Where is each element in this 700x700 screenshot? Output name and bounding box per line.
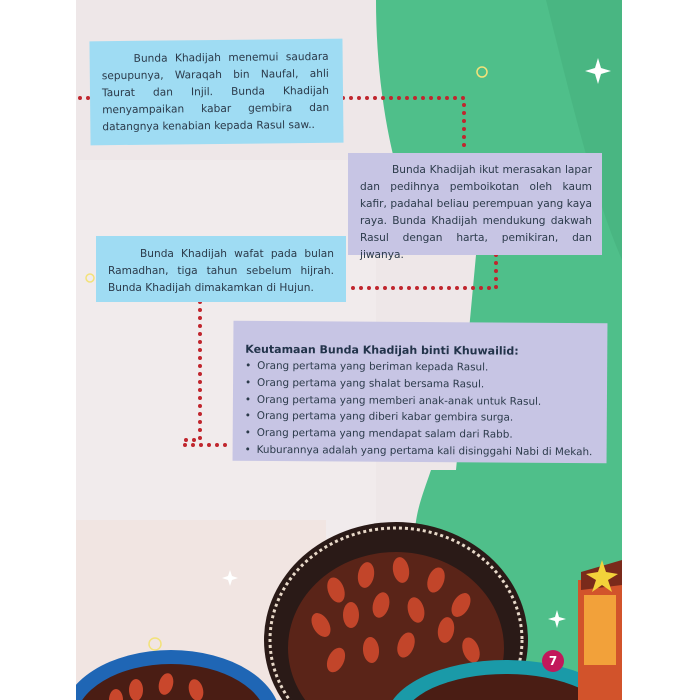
list-item: • Kuburannya adalah yang pertama kali disinggahi Nabi di Mekah. bbox=[257, 442, 597, 461]
page-number-badge: 7 bbox=[542, 650, 564, 672]
card-keutamaan bbox=[233, 321, 608, 464]
card-wafat bbox=[96, 236, 346, 302]
book-page bbox=[76, 0, 622, 700]
lantern bbox=[578, 560, 622, 700]
keutamaan-title: Keutamaan Bunda Khadijah binti Khuwailid: bbox=[245, 342, 519, 358]
list-item: • Orang pertama yang beriman kepada Rasul. bbox=[257, 358, 597, 377]
keutamaan-list bbox=[245, 358, 598, 461]
list-item: • Orang pertama yang memberi anak-anak untuk Rasul. bbox=[257, 391, 597, 410]
list-item: • Orang pertama yang mendapat salam dari Rabb. bbox=[257, 425, 597, 444]
card-pemboikotan-text: Bunda Khadijah ikut merasakan lapar dan pedihnya pemboikotan oleh kaum kafir, padahal beliau perempuan yang kaya raya. Bunda Khadijah mendukung dakwah Rasul dengan harta, pemikiran, dan jiwanya. bbox=[360, 164, 592, 261]
card-waraqah-text: Bunda Khadijah menemui saudara sepupunya, Waraqah bin Naufal, ahli Taurat dan Injil. Bunda Khadijah menyampaikan kabar gembira dan datangnya kenabian kepada Rasul saw.. bbox=[101, 50, 330, 134]
list-item: • Orang pertama yang shalat bersama Rasul. bbox=[257, 375, 597, 394]
card-waraqah bbox=[89, 39, 343, 146]
card-pemboikotan bbox=[348, 153, 602, 261]
card-wafat-text: Bunda Khadijah wafat pada bulan Ramadhan, tiga tahun sebelum hijrah. Bunda Khadijah dimakamkan di Hujun. bbox=[108, 248, 334, 294]
list-item: • Orang pertama yang diberi kabar gembira surga. bbox=[257, 408, 597, 427]
